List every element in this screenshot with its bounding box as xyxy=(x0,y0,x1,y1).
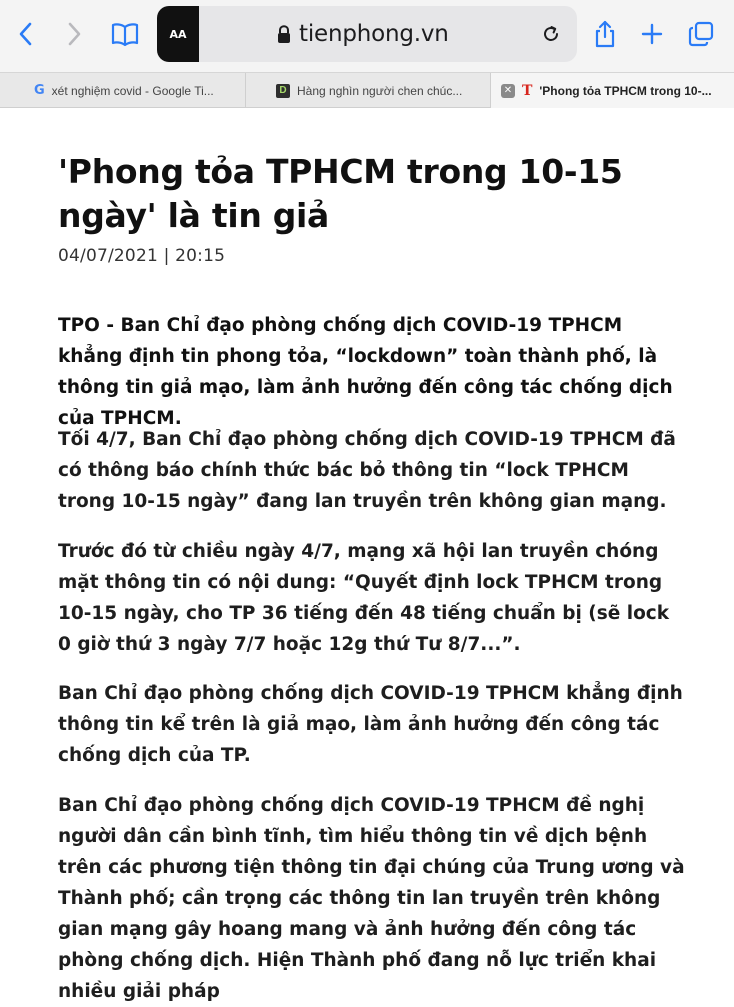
browser-toolbar xyxy=(0,0,734,72)
reader-aa-button[interactable] xyxy=(157,6,199,62)
article-paragraph: Ban Chỉ đạo phòng chống dịch COVID-19 TPHCM đề nghị người dân cần bình tĩnh, tìm hiểu thông tin về dịch bệnh trên các phương tiện thông tin đại chúng của Trung ương và Thành phố; cần trọng các thông tin lan truyền trên không gian mạng gây hoang mang và ảnh hưởng đến công tác phòng chống dịch. Hiện Thành phố đang nỗ lực triển khai nhiều giải pháp xyxy=(58,795,685,1002)
share-button[interactable] xyxy=(585,14,625,54)
d-favicon-icon: D xyxy=(276,84,290,98)
reader-aa-label: AA xyxy=(169,27,187,41)
back-button[interactable] xyxy=(6,14,46,54)
article-paragraph: Ban Chỉ đạo phòng chống dịch COVID-19 TPHCM khẳng định thông tin kể trên là giả mạo, làm ảnh hưởng đến công tác chống dịch của TP. xyxy=(58,683,683,766)
tab-label: 'Phong tỏa TPHCM trong 10-... xyxy=(539,83,712,98)
tab-hang-nghin[interactable] xyxy=(245,73,490,108)
close-tab-icon[interactable]: ✕ xyxy=(501,84,515,98)
book-icon xyxy=(110,21,140,47)
url-text: tienphong.vn xyxy=(299,21,449,47)
tab-overview-button[interactable] xyxy=(681,14,721,54)
tab-google-search[interactable] xyxy=(0,73,245,108)
article-paragraph: Tối 4/7, Ban Chỉ đạo phòng chống dịch COVID-19 TPHCM đã có thông báo chính thức bác bỏ thông tin “lock TPHCM trong 10-15 ngày” đang lan truyền trên không gian mạng. xyxy=(58,429,676,512)
article xyxy=(58,150,698,1002)
article-paragraph: Trước đó từ chiều ngày 4/7, mạng xã hội lan truyền chóng mặt thông tin có nội dung: “Quyết định lock TPHCM trong 10-15 ngày, cho TP 36 tiếng đến 48 tiếng chuẩn bị (sẽ lock 0 giờ thứ 3 ngày 7/7 hoặc 12g thứ Tư 8/7...”. xyxy=(58,541,670,655)
article-dateline: 04/07/2021 | 20:15 xyxy=(58,246,226,266)
tienphong-favicon-icon: T xyxy=(522,82,533,99)
article-headline: 'Phong tỏa TPHCM trong 10-15 ngày' là tin giả xyxy=(58,152,623,235)
address-bar[interactable] xyxy=(157,6,577,62)
tab-label: Hàng nghìn người chen chúc... xyxy=(297,83,463,98)
reload-button[interactable] xyxy=(533,16,569,52)
share-icon xyxy=(593,20,617,48)
new-tab-button[interactable] xyxy=(632,14,672,54)
lock-icon xyxy=(277,25,291,44)
forward-button[interactable] xyxy=(54,14,94,54)
google-g-icon: G xyxy=(34,83,45,98)
reload-icon xyxy=(541,24,561,44)
chevron-right-icon xyxy=(64,21,84,47)
plus-icon xyxy=(641,23,663,45)
chevron-left-icon xyxy=(16,21,36,47)
bookmarks-button[interactable] xyxy=(105,14,145,54)
tab-label: xét nghiệm covid - Google Ti... xyxy=(51,83,214,98)
article-lead: TPO - Ban Chỉ đạo phòng chống dịch COVID-19 TPHCM khẳng định tin phong tỏa, “lockdown” toàn thành phố, là thông tin giả mạo, làm ảnh hưởng đến công tác chống dịch của TPHCM. xyxy=(58,315,673,429)
tabs-overview-icon xyxy=(688,21,714,47)
tab-bar xyxy=(0,72,734,108)
tab-phong-toa[interactable] xyxy=(490,73,734,108)
